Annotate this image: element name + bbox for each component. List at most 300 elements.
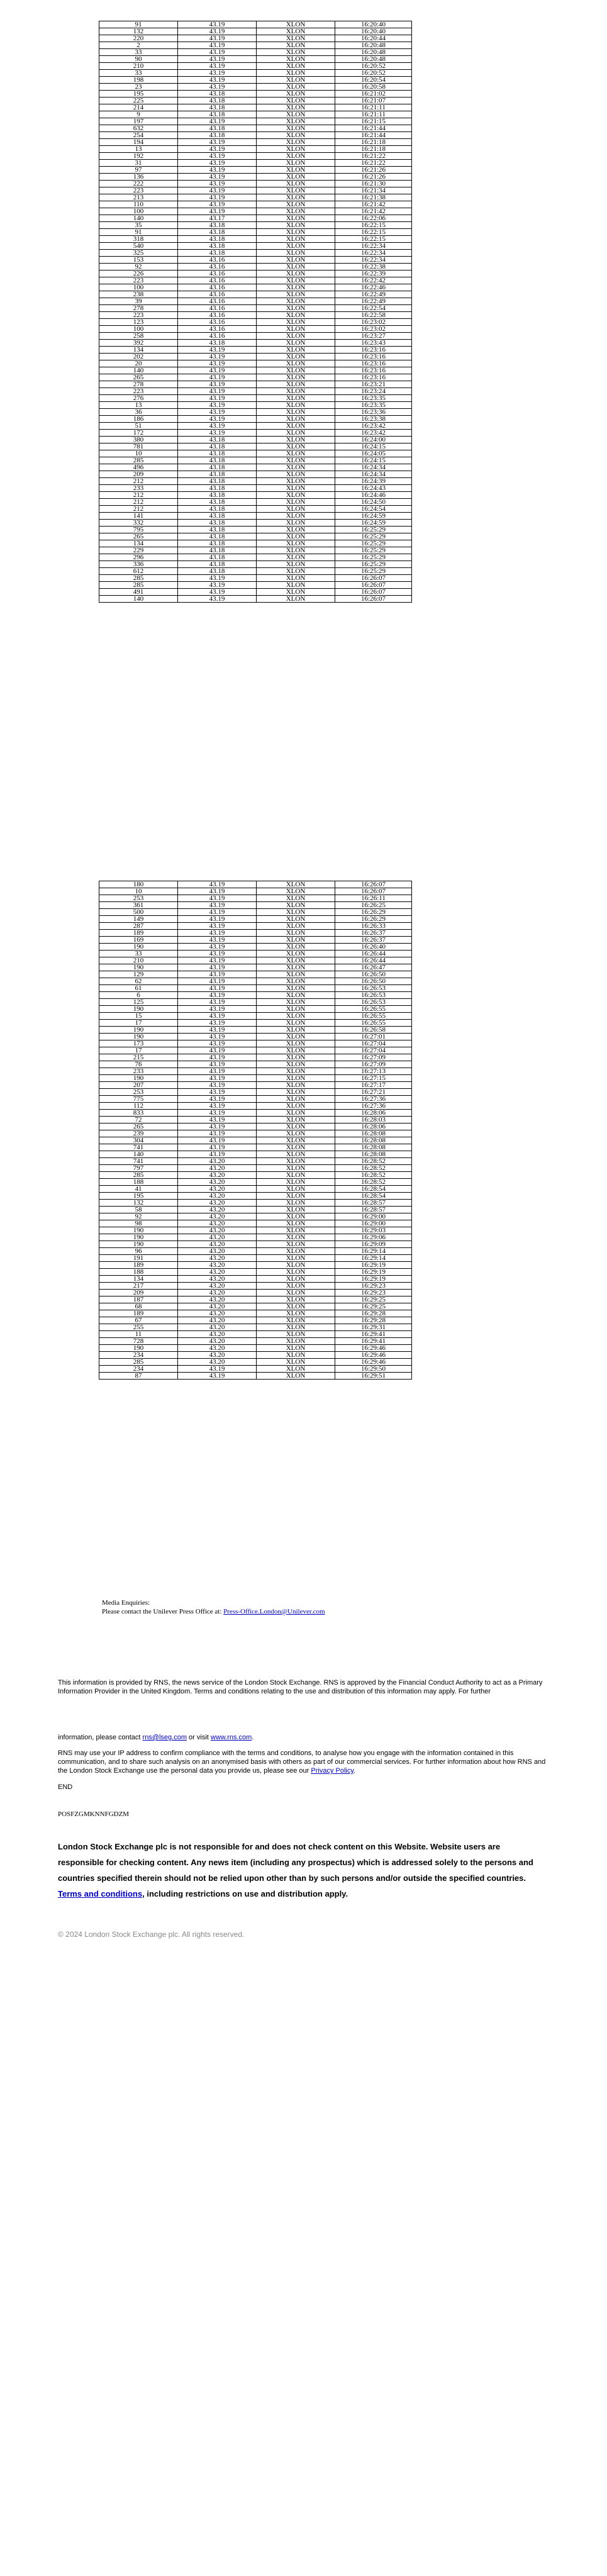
price-cell: 43.20: [178, 1269, 257, 1276]
venue-cell: XLON: [257, 1248, 335, 1255]
price-cell: 43.18: [178, 561, 257, 568]
volume-cell: 210: [99, 957, 178, 964]
price-cell: 43.18: [178, 132, 257, 139]
rns-disclaimer: This information is provided by RNS, the news service of the London Stock Exchange. RNS is approved by the Financial Conduct Authority to act as a Primary Information Provider in the United Kingdom. Terms and conditions relating to the use and distribution of this information may apply. For further: [58, 1679, 543, 1695]
volume-cell: 100: [99, 284, 178, 291]
table-row: [99, 492, 412, 499]
time-cell: 16:28:08: [335, 1137, 412, 1144]
time-cell: 16:26:07: [335, 575, 412, 582]
volume-cell: 91: [99, 229, 178, 236]
venue-cell: XLON: [257, 360, 335, 367]
venue-cell: XLON: [257, 1310, 335, 1317]
table-row: [99, 298, 412, 305]
time-cell: 16:23:16: [335, 367, 412, 374]
table-row: [99, 132, 412, 139]
volume-cell: 186: [99, 416, 178, 423]
venue-cell: XLON: [257, 49, 335, 56]
price-cell: 43.19: [178, 1006, 257, 1013]
table-row: [99, 222, 412, 229]
time-cell: 16:21:02: [335, 91, 412, 98]
volume-cell: 58: [99, 1207, 178, 1213]
time-cell: 16:26:44: [335, 957, 412, 964]
time-cell: 16:20:40: [335, 28, 412, 35]
venue-cell: XLON: [257, 125, 335, 132]
time-cell: 16:28:54: [335, 1193, 412, 1200]
table-row: [99, 374, 412, 381]
price-cell: 43.18: [178, 450, 257, 457]
table-row: [99, 1276, 412, 1283]
time-cell: 16:21:42: [335, 201, 412, 208]
time-cell: 16:26:37: [335, 930, 412, 937]
venue-cell: XLON: [257, 319, 335, 326]
volume-cell: 207: [99, 1082, 178, 1089]
time-cell: 16:28:06: [335, 1110, 412, 1117]
price-cell: 43.19: [178, 374, 257, 381]
volume-cell: 189: [99, 1310, 178, 1317]
volume-cell: 229: [99, 547, 178, 554]
time-cell: 16:26:55: [335, 1006, 412, 1013]
time-cell: 16:27:15: [335, 1075, 412, 1082]
table-row: [99, 1172, 412, 1179]
volume-cell: 110: [99, 201, 178, 208]
time-cell: 16:24:34: [335, 471, 412, 478]
time-cell: 16:29:31: [335, 1324, 412, 1331]
venue-cell: XLON: [257, 243, 335, 250]
table-row: [99, 582, 412, 589]
venue-cell: XLON: [257, 923, 335, 930]
volume-cell: 285: [99, 575, 178, 582]
time-cell: 16:24:59: [335, 520, 412, 527]
table-row: [99, 77, 412, 84]
volume-cell: 189: [99, 1262, 178, 1269]
venue-cell: XLON: [257, 492, 335, 499]
volume-cell: 134: [99, 1276, 178, 1283]
venue-cell: XLON: [257, 457, 335, 464]
time-cell: 16:26:40: [335, 944, 412, 951]
time-cell: 16:24:00: [335, 437, 412, 443]
price-cell: 43.18: [178, 513, 257, 520]
price-cell: 43.20: [178, 1234, 257, 1241]
volume-cell: 285: [99, 582, 178, 589]
volume-cell: 223: [99, 187, 178, 194]
time-cell: 16:26:07: [335, 582, 412, 589]
price-cell: 43.19: [178, 181, 257, 187]
price-cell: 43.19: [178, 930, 257, 937]
time-cell: 16:22:49: [335, 291, 412, 298]
venue-cell: XLON: [257, 1144, 335, 1151]
table-row: [99, 596, 412, 603]
table-row: [99, 1241, 412, 1248]
table-row: [99, 111, 412, 118]
price-cell: 43.20: [178, 1207, 257, 1213]
table-row: [99, 527, 412, 533]
time-cell: 16:27:04: [335, 1040, 412, 1047]
price-cell: 43.20: [178, 1248, 257, 1255]
table-row: [99, 1061, 412, 1068]
time-cell: 16:23:24: [335, 388, 412, 395]
table-row: [99, 937, 412, 944]
time-cell: 16:28:52: [335, 1165, 412, 1172]
time-cell: 16:20:52: [335, 63, 412, 70]
volume-cell: 254: [99, 132, 178, 139]
price-cell: 43.20: [178, 1338, 257, 1345]
volume-cell: 92: [99, 264, 178, 270]
price-cell: 43.19: [178, 360, 257, 367]
rns-email-link[interactable]: rns@lseg.com: [142, 1734, 187, 1741]
price-cell: 43.19: [178, 1144, 257, 1151]
price-cell: 43.18: [178, 478, 257, 485]
volume-cell: 187: [99, 1296, 178, 1303]
table-row: [99, 1054, 412, 1061]
price-cell: 43.19: [178, 49, 257, 56]
venue-cell: XLON: [257, 215, 335, 222]
table-row: [99, 319, 412, 326]
price-cell: 43.19: [178, 367, 257, 374]
table-row: [99, 63, 412, 70]
time-cell: 16:27:09: [335, 1054, 412, 1061]
price-cell: 43.18: [178, 527, 257, 533]
venue-cell: XLON: [257, 895, 335, 902]
media-enquiries-heading: Media Enquiries:: [102, 1599, 150, 1607]
price-cell: 43.20: [178, 1165, 257, 1172]
time-cell: 16:23:02: [335, 319, 412, 326]
table-row: [99, 1020, 412, 1027]
time-cell: 16:20:52: [335, 70, 412, 77]
price-cell: 43.19: [178, 902, 257, 909]
table-row: [99, 270, 412, 277]
table-row: [99, 944, 412, 951]
volume-cell: 51: [99, 423, 178, 430]
volume-cell: 35: [99, 222, 178, 229]
volume-cell: 258: [99, 333, 178, 340]
table-row: [99, 1200, 412, 1207]
volume-cell: 278: [99, 305, 178, 312]
volume-cell: 223: [99, 388, 178, 395]
table-row: [99, 1283, 412, 1290]
volume-cell: 67: [99, 1317, 178, 1324]
price-cell: 43.19: [178, 430, 257, 437]
volume-cell: 212: [99, 492, 178, 499]
volume-cell: 781: [99, 443, 178, 450]
volume-cell: 96: [99, 1248, 178, 1255]
time-cell: 16:29:19: [335, 1276, 412, 1283]
table-row: [99, 430, 412, 437]
price-cell: 43.19: [178, 1013, 257, 1020]
table-row: [99, 160, 412, 167]
time-cell: 16:29:46: [335, 1345, 412, 1352]
price-cell: 43.19: [178, 416, 257, 423]
table-row: [99, 367, 412, 374]
price-cell: 43.20: [178, 1227, 257, 1234]
time-cell: 16:23:42: [335, 430, 412, 437]
venue-cell: XLON: [257, 1296, 335, 1303]
venue-cell: XLON: [257, 132, 335, 139]
time-cell: 16:29:23: [335, 1290, 412, 1296]
venue-cell: XLON: [257, 264, 335, 270]
venue-cell: XLON: [257, 395, 335, 402]
table-row: [99, 1040, 412, 1047]
table-row: [99, 450, 412, 457]
table-row: [99, 1338, 412, 1345]
volume-cell: 253: [99, 895, 178, 902]
table-row: [99, 104, 412, 111]
table-row: [99, 402, 412, 409]
price-cell: 43.19: [178, 21, 257, 28]
volume-cell: 195: [99, 91, 178, 98]
venue-cell: XLON: [257, 1075, 335, 1082]
privacy-policy-link[interactable]: Privacy Policy: [311, 1767, 354, 1775]
venue-cell: XLON: [257, 77, 335, 84]
price-cell: 43.19: [178, 139, 257, 146]
time-cell: 16:27:36: [335, 1103, 412, 1110]
volume-cell: 255: [99, 1324, 178, 1331]
price-cell: 43.19: [178, 1124, 257, 1130]
venue-cell: XLON: [257, 146, 335, 153]
venue-cell: XLON: [257, 888, 335, 895]
time-cell: 16:26:50: [335, 978, 412, 985]
venue-cell: XLON: [257, 56, 335, 63]
venue-cell: XLON: [257, 951, 335, 957]
table-row: [99, 1262, 412, 1269]
venue-cell: XLON: [257, 1200, 335, 1207]
volume-cell: 141: [99, 513, 178, 520]
price-cell: 43.19: [178, 1117, 257, 1124]
price-cell: 43.19: [178, 1151, 257, 1158]
venue-cell: XLON: [257, 104, 335, 111]
table-row: [99, 1068, 412, 1075]
venue-cell: XLON: [257, 485, 335, 492]
volume-cell: 188: [99, 1269, 178, 1276]
table-row: [99, 201, 412, 208]
table-row: [99, 992, 412, 999]
volume-cell: 149: [99, 916, 178, 923]
volume-cell: 202: [99, 354, 178, 360]
terms-and-conditions-link[interactable]: Terms and conditions: [58, 1889, 143, 1899]
volume-cell: 136: [99, 174, 178, 181]
venue-cell: XLON: [257, 437, 335, 443]
venue-cell: XLON: [257, 284, 335, 291]
table-row: [99, 1331, 412, 1338]
table-row: [99, 291, 412, 298]
table-row: [99, 277, 412, 284]
time-cell: 16:29:28: [335, 1310, 412, 1317]
venue-cell: XLON: [257, 21, 335, 28]
volume-cell: 491: [99, 589, 178, 596]
price-cell: 43.19: [178, 1027, 257, 1034]
venue-cell: XLON: [257, 589, 335, 596]
rns-website-link[interactable]: www.rns.com: [210, 1734, 252, 1741]
price-cell: 43.20: [178, 1345, 257, 1352]
time-cell: 16:24:50: [335, 499, 412, 506]
time-cell: 16:28:08: [335, 1144, 412, 1151]
price-cell: 43.18: [178, 340, 257, 347]
table-row: [99, 347, 412, 354]
volume-cell: 112: [99, 1103, 178, 1110]
price-cell: 43.19: [178, 582, 257, 589]
price-cell: 43.20: [178, 1158, 257, 1165]
venue-cell: XLON: [257, 402, 335, 409]
venue-cell: XLON: [257, 229, 335, 236]
price-cell: 43.20: [178, 1186, 257, 1193]
price-cell: 43.18: [178, 104, 257, 111]
table-row: [99, 1345, 412, 1352]
price-cell: 43.19: [178, 63, 257, 70]
volume-cell: 97: [99, 167, 178, 174]
rns-contact-line: information, please contact rns@lseg.com or visit www.rns.com.: [58, 1734, 254, 1741]
table-row: [99, 1366, 412, 1373]
price-cell: 43.19: [178, 160, 257, 167]
press-office-email-link[interactable]: Press-Office.London@Unilever.com: [223, 1608, 325, 1615]
volume-cell: 140: [99, 215, 178, 222]
volume-cell: 222: [99, 181, 178, 187]
table-row: [99, 257, 412, 264]
venue-cell: XLON: [257, 201, 335, 208]
price-cell: 43.19: [178, 388, 257, 395]
price-cell: 43.19: [178, 992, 257, 999]
venue-cell: XLON: [257, 181, 335, 187]
table-row: [99, 118, 412, 125]
price-cell: 43.19: [178, 964, 257, 971]
price-cell: 43.18: [178, 243, 257, 250]
volume-cell: 496: [99, 464, 178, 471]
volume-cell: 190: [99, 1034, 178, 1040]
venue-cell: XLON: [257, 937, 335, 944]
volume-cell: 212: [99, 506, 178, 513]
volume-cell: 795: [99, 527, 178, 533]
volume-cell: 123: [99, 319, 178, 326]
volume-cell: 612: [99, 568, 178, 575]
price-cell: 43.16: [178, 264, 257, 270]
time-cell: 16:23:16: [335, 354, 412, 360]
volume-cell: 31: [99, 160, 178, 167]
table-row: [99, 416, 412, 423]
table-row: [99, 98, 412, 104]
table-row: [99, 194, 412, 201]
table-row: [99, 568, 412, 575]
venue-cell: XLON: [257, 1179, 335, 1186]
venue-cell: XLON: [257, 1220, 335, 1227]
price-cell: 43.20: [178, 1200, 257, 1207]
time-cell: 16:29:50: [335, 1366, 412, 1373]
venue-cell: XLON: [257, 471, 335, 478]
venue-cell: XLON: [257, 478, 335, 485]
table-row: [99, 547, 412, 554]
time-cell: 16:25:29: [335, 533, 412, 540]
time-cell: 16:26:07: [335, 596, 412, 603]
time-cell: 16:24:59: [335, 513, 412, 520]
table-row: [99, 181, 412, 187]
time-cell: 16:26:29: [335, 909, 412, 916]
table-row: [99, 1248, 412, 1255]
price-cell: 43.19: [178, 937, 257, 944]
table-row: [99, 1047, 412, 1054]
volume-cell: 39: [99, 298, 178, 305]
time-cell: 16:26:37: [335, 937, 412, 944]
volume-cell: 91: [99, 21, 178, 28]
volume-cell: 775: [99, 1096, 178, 1103]
price-cell: 43.20: [178, 1324, 257, 1331]
price-cell: 43.18: [178, 111, 257, 118]
volume-cell: 833: [99, 1110, 178, 1117]
time-cell: 16:23:43: [335, 340, 412, 347]
time-cell: 16:28:08: [335, 1151, 412, 1158]
table-row: [99, 457, 412, 464]
volume-cell: 797: [99, 1165, 178, 1172]
price-cell: 43.19: [178, 1373, 257, 1380]
venue-cell: XLON: [257, 978, 335, 985]
price-cell: 43.19: [178, 888, 257, 895]
price-cell: 43.18: [178, 443, 257, 450]
price-cell: 43.18: [178, 222, 257, 229]
time-cell: 16:26:53: [335, 985, 412, 992]
price-cell: 43.19: [178, 978, 257, 985]
table-row: [99, 125, 412, 132]
table-row: [99, 208, 412, 215]
time-cell: 16:21:30: [335, 181, 412, 187]
time-cell: 16:21:22: [335, 160, 412, 167]
time-cell: 16:29:09: [335, 1241, 412, 1248]
volume-cell: 17: [99, 1047, 178, 1054]
time-cell: 16:23:16: [335, 360, 412, 367]
table-row: [99, 1027, 412, 1034]
venue-cell: XLON: [257, 985, 335, 992]
table-row: [99, 1290, 412, 1296]
venue-cell: XLON: [257, 416, 335, 423]
time-cell: 16:26:44: [335, 951, 412, 957]
table-row: [99, 1117, 412, 1124]
price-cell: 43.18: [178, 236, 257, 243]
time-cell: 16:23:16: [335, 347, 412, 354]
venue-cell: XLON: [257, 971, 335, 978]
time-cell: 16:26:47: [335, 964, 412, 971]
table-row: [99, 395, 412, 402]
venue-cell: XLON: [257, 1186, 335, 1193]
venue-cell: XLON: [257, 340, 335, 347]
rns-privacy-notice: RNS may use your IP address to confirm compliance with the terms and conditions, to analyse how you engage with the information contained in this communication, and to share such analysis on an anonymised basis with others as part of our commercial services. For further information about how RNS and the London Stock Exchange use the personal data you provide us, please see our Privacy Policy.: [58, 1749, 546, 1775]
venue-cell: XLON: [257, 1034, 335, 1040]
time-cell: 16:22:06: [335, 215, 412, 222]
venue-cell: XLON: [257, 312, 335, 319]
venue-cell: XLON: [257, 1366, 335, 1373]
time-cell: 16:27:17: [335, 1082, 412, 1089]
table-row: [99, 554, 412, 561]
table-row: [99, 35, 412, 42]
venue-cell: XLON: [257, 174, 335, 181]
venue-cell: XLON: [257, 1276, 335, 1283]
venue-cell: XLON: [257, 999, 335, 1006]
volume-cell: 23: [99, 84, 178, 91]
table-row: [99, 1096, 412, 1103]
table-row: [99, 153, 412, 160]
venue-cell: XLON: [257, 222, 335, 229]
time-cell: 16:21:44: [335, 132, 412, 139]
price-cell: 43.19: [178, 1047, 257, 1054]
venue-cell: XLON: [257, 28, 335, 35]
venue-cell: XLON: [257, 167, 335, 174]
table-row: [99, 985, 412, 992]
table-row: [99, 1303, 412, 1310]
price-cell: 43.19: [178, 1137, 257, 1144]
volume-cell: 325: [99, 250, 178, 257]
price-cell: 43.16: [178, 319, 257, 326]
time-cell: 16:22:42: [335, 277, 412, 284]
time-cell: 16:22:34: [335, 250, 412, 257]
table-row: [99, 1103, 412, 1110]
volume-cell: 188: [99, 1179, 178, 1186]
volume-cell: 172: [99, 430, 178, 437]
table-row: [99, 91, 412, 98]
table-row: [99, 1034, 412, 1040]
